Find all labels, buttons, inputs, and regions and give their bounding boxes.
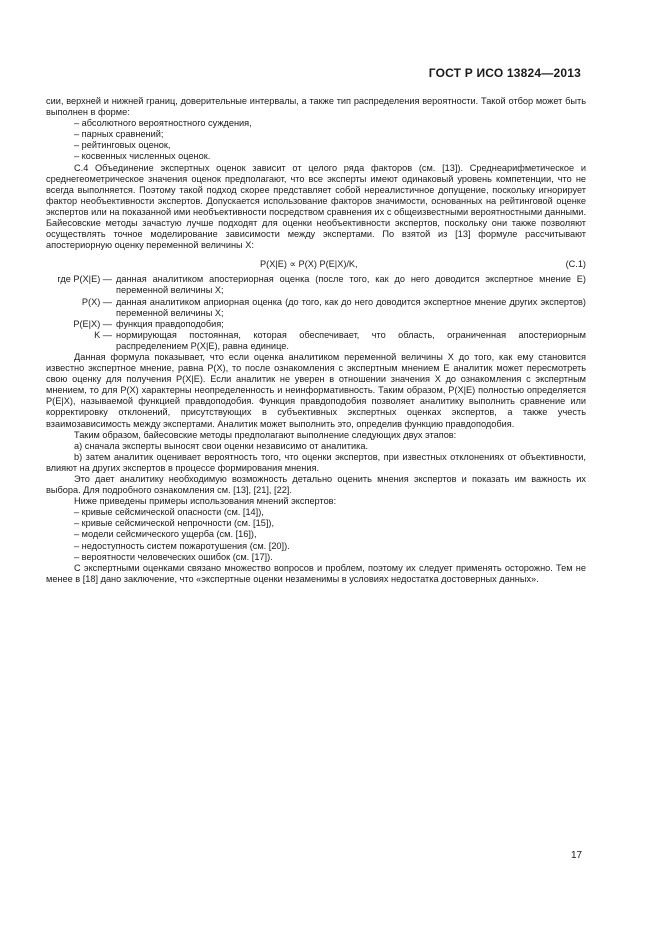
step-item: а) сначала эксперты выносят свои оценки независимо от аналитика. <box>74 440 368 451</box>
page-number: 17 <box>571 850 583 861</box>
definition-row <box>46 297 586 319</box>
paragraph-formula-explanation: Данная формула показывает, что если оценка аналитиком переменной величины X до того, как ему становится известно экспертное мнение, равна P(X), то после ознакомления с экспертным мнением E аналитик может пересмотреть свою оценку для получения P(X|E). Если аналитик не уверен в отношении значения X до ознакомления с экспертным мнением, то для P(X) характерны неопределенность и неинформативность. Таким образом, P(X|E) полностью определяется P(E|X), называемой функцией правдоподобия. Функция правдоподобия позволяет аналитику выполнить сравнение или корректировку отклонений, присутствующих в субъективных экспертных оценках экспертов, а также учесть взаимозависимость между экспертами. Аналитик может выполнить это, определив функцию правдоподобия. <box>46 351 586 429</box>
definition-row <box>46 274 586 296</box>
paragraph-conclusion: С экспертными оценками связано множество вопросов и проблем, поэтому их следует применять осторожно. Тем не менее в [18] дано заключение, что «экспертные оценки незаменимы в условиях недостатка достоверных данных». <box>46 562 586 584</box>
paragraph-examples-intro: Ниже приведены примеры использования мнений экспертов: <box>74 496 337 507</box>
list-item: – рейтинговых оценок, <box>74 140 171 151</box>
paragraph-analyst-opportunity: Это дает аналитику необходимую возможность детально оценить мнения экспертов и показать им важность их выбора. Для подробного ознакомления см. [13], [21], [22]. <box>46 474 586 496</box>
formula-expression: P(X|E) ∝ P(X) P(E|X)/K, <box>260 259 358 270</box>
definition-symbol: K — <box>94 329 112 340</box>
definition-symbol: где P(X|E) — <box>57 274 112 285</box>
page-content <box>46 96 586 585</box>
list-item: – модели сейсмического ущерба (см. [16]), <box>74 529 257 540</box>
paragraph-c4: С.4 Объединение экспертных оценок зависит от целого ряда факторов (см. [13]). Среднеарифметическое и среднегеометрическое значения оценок предполагают, что все эксперты имеют одинаковый уровень компетенции, что не всегда выполняется. Поэтому такой подход скорее представляет собой нереалистичное допущение, поскольку игнорирует фактор необъективности экспертов. Допускается использование факторов значимости, основанных на рейтинговой оценке экспертов или на показанной ими необъективности посредством сравнения их с общеизвестными вероятностными данными. Байесовские методы зачастую лучше подходят для оценки необъективности экспертов, поскольку они также позволяют осуществлять точное моделирование зависимости между экспертами. По взятой из [13] формуле рассчитывают апостериорную оценку переменной величины X: <box>46 162 586 251</box>
paragraph-bayes-steps-intro: Таким образом, байесовские методы предполагают выполнение следующих двух этапов: <box>74 429 457 440</box>
list-item: – парных сравнений; <box>74 129 164 140</box>
definition-symbol: P(E|X) — <box>73 318 112 329</box>
list-item: – косвенных численных оценок. <box>74 151 211 162</box>
definition-row <box>46 330 586 352</box>
formula-block <box>46 254 586 274</box>
document-header: ГОСТ Р ИСО 13824—2013 <box>428 66 581 80</box>
formula-number: (C.1) <box>565 259 586 270</box>
list-item: – недоступность систем пожаротушения (см. [20]). <box>74 540 290 551</box>
list-item: – вероятности человеческих ошибок (см. [17]). <box>74 551 273 562</box>
definition-text: данная аналитиком апостериорная оценка (после того, как до него доводится экспертное мнение E) переменной величины X; <box>116 274 586 296</box>
list-item: – абсолютного вероятностного суждения, <box>74 118 252 129</box>
definition-text: функция правдоподобия; <box>116 318 224 329</box>
definition-text: нормирующая постоянная, которая обеспечивает, что область, ограниченная апостериорным распределением P(X|E), равна единице. <box>116 329 586 351</box>
list-item: – кривые сейсмической непрочности (см. [15]), <box>74 518 274 529</box>
definition-symbol: P(X) — <box>81 296 112 307</box>
paragraph-continuation: сии, верхней и нижней границ, доверительные интервалы, а также тип распределения вероятности. Такой отбор может быть выполнен в форме: <box>46 96 586 118</box>
step-item: b) затем аналитик оценивает вероятность того, что оценки экспертов, при известных отклонениях от объективности, влияют на других экспертов в процессе формирования мнения. <box>46 451 586 473</box>
definition-row <box>46 319 586 330</box>
list-item: – кривые сейсмической опасности (см. [14]), <box>74 507 264 518</box>
definition-text: данная аналитиком априорная оценка (до того, как до него доводится экспертное мнение других экспертов) переменной величины X; <box>116 296 586 318</box>
